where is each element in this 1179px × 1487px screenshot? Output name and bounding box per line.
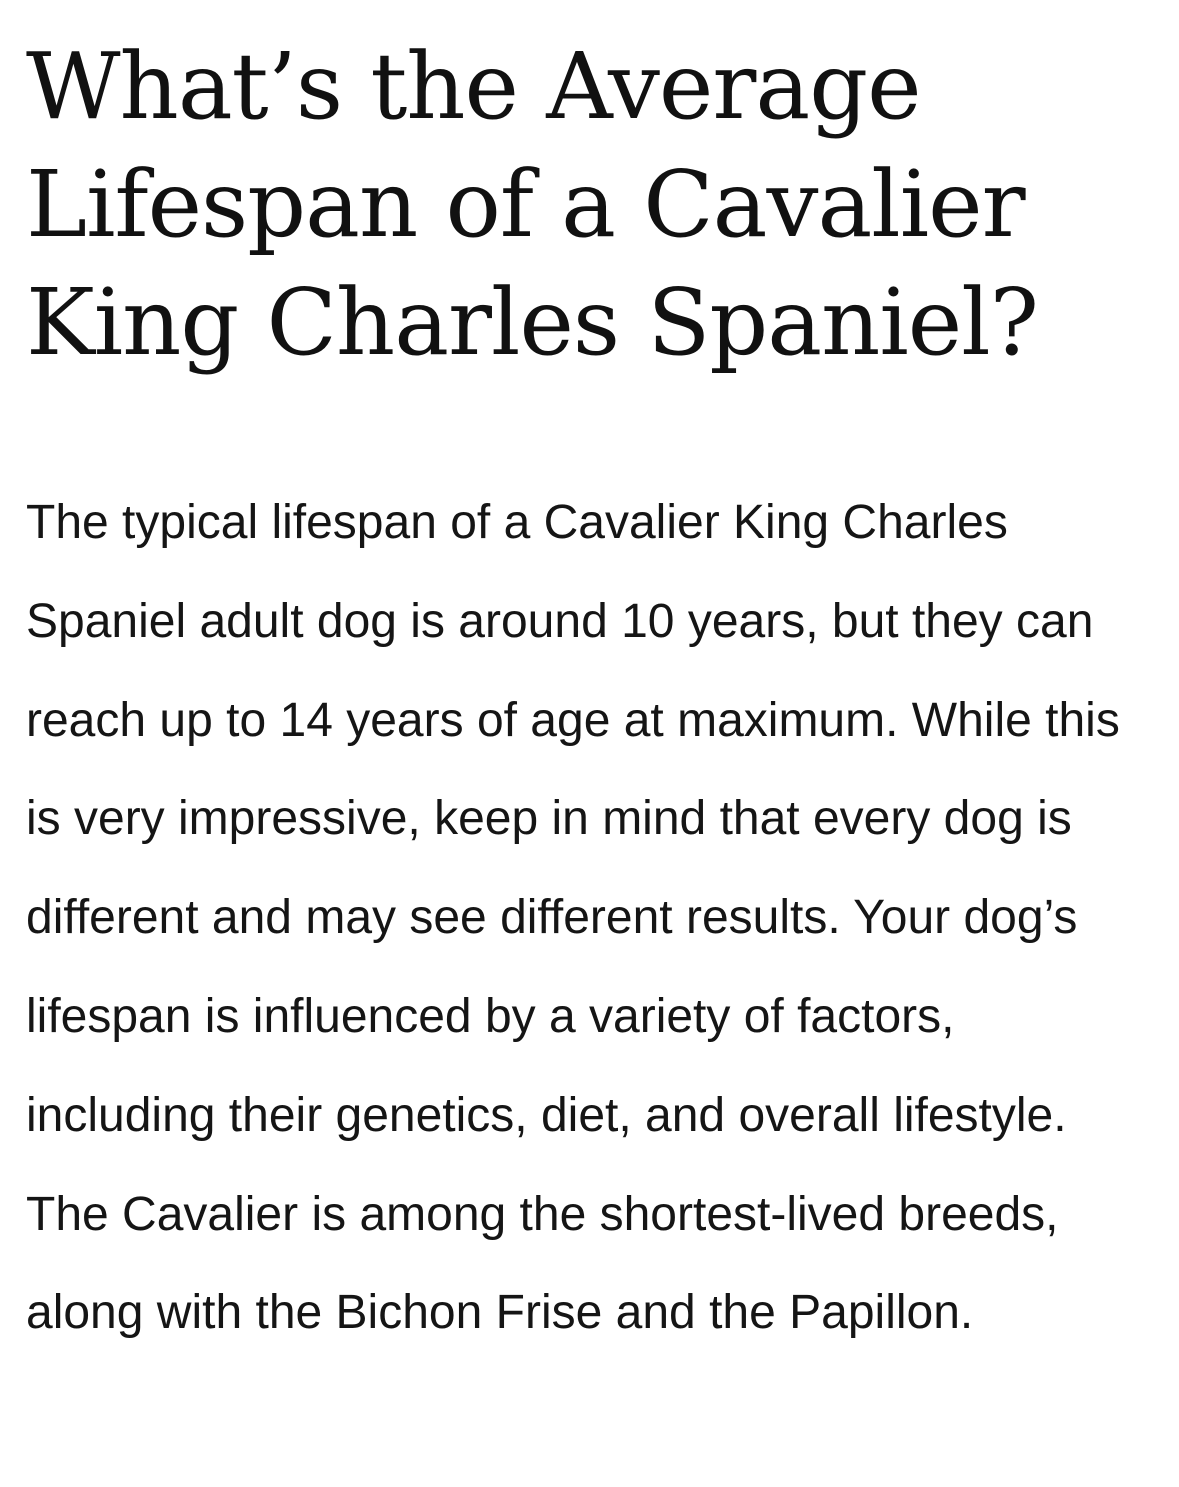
article-paragraph: The typical lifespan of a Cavalier King Charles Spaniel adult dog is around 10 years, but they can reach up to 14 years of age at maximum. While this is very impressive, keep in mind that every dog is different and may see different results. Your dog’s lifespan is influenced by a variety of factors, including their genetics, diet, and overall lifestyle. The Cavalier is among the shortest-lived breeds, along with the Bichon Frise and the Papillon. <box>26 496 1120 1340</box>
article-heading: What’s the Average Lifespan of a Cavalier King Charles Spaniel? <box>26 33 1038 376</box>
article-section <box>26 0 1156 1363</box>
